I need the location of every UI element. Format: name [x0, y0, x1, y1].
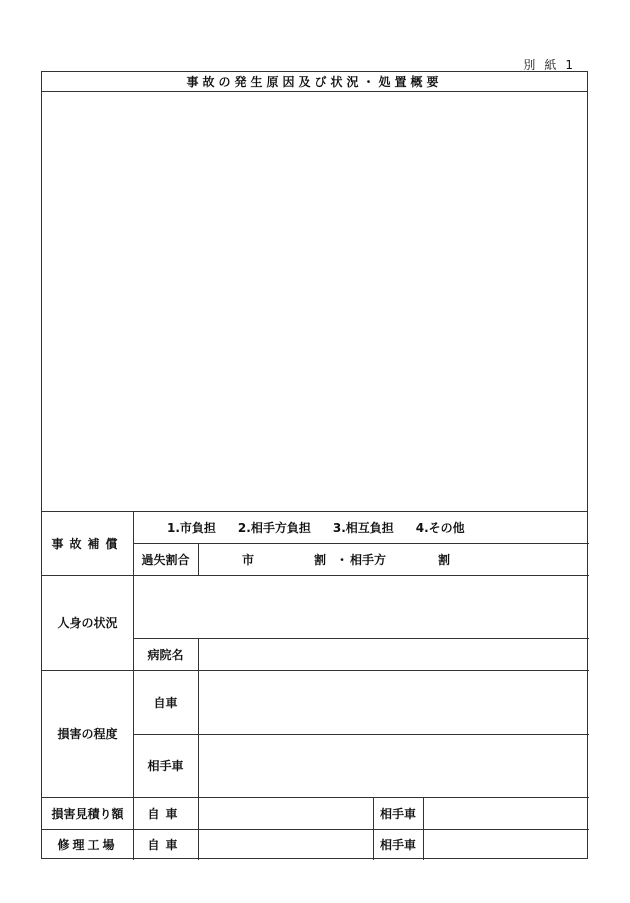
- city-label: 市: [242, 552, 255, 567]
- option-opponent[interactable]: 2.相手方負担: [237, 520, 311, 535]
- option-city[interactable]: 1.市負担: [167, 520, 216, 535]
- appendix-label: 別紙1: [523, 58, 582, 72]
- repair-other-vehicle-field[interactable]: [423, 829, 589, 860]
- estimate-own-vehicle-field[interactable]: [198, 797, 373, 829]
- damage-own-vehicle-field[interactable]: [198, 670, 589, 734]
- compensation-options: [133, 511, 589, 543]
- repair-shop-label: 修理工場: [57, 838, 118, 852]
- accident-description-area[interactable]: [42, 92, 587, 512]
- form-title: 事故の発生原因及び状況・処置概要: [42, 72, 587, 92]
- hospital-label: 病院名: [147, 647, 184, 662]
- accident-report-form: [41, 71, 588, 859]
- damage-label: 損害の程度: [57, 727, 118, 741]
- option-other[interactable]: 4.その他: [415, 520, 465, 535]
- hospital-name-field[interactable]: [198, 638, 589, 670]
- option-mutual[interactable]: 3.相互負担: [332, 520, 394, 535]
- estimate-label: 損害見積り額: [51, 806, 124, 821]
- repair-own-vehicle-label: 自車: [147, 838, 184, 852]
- fault-ratio-field[interactable]: [198, 543, 589, 575]
- repair-other-vehicle-label: 相手車: [379, 838, 416, 852]
- compensation-label: 事故補償: [51, 536, 124, 551]
- damage-other-vehicle-label: 相手車: [147, 759, 184, 773]
- separator: ・: [336, 552, 349, 567]
- estimate-other-vehicle-field[interactable]: [423, 797, 589, 829]
- fault-ratio-label: 過失割合: [141, 552, 190, 567]
- wari-label: 割: [314, 552, 327, 567]
- damage-own-vehicle-label: 自車: [153, 695, 178, 710]
- injury-label: 人身の状況: [57, 616, 118, 630]
- estimate-own-vehicle-label: 自車: [147, 806, 184, 821]
- wari-label: 割: [438, 552, 451, 567]
- opponent-label: 相手方: [350, 552, 387, 567]
- repair-own-vehicle-field[interactable]: [198, 829, 373, 860]
- damage-other-vehicle-field[interactable]: [198, 734, 589, 797]
- estimate-other-vehicle-label: 相手車: [379, 806, 416, 821]
- injury-status-field[interactable]: [133, 575, 589, 638]
